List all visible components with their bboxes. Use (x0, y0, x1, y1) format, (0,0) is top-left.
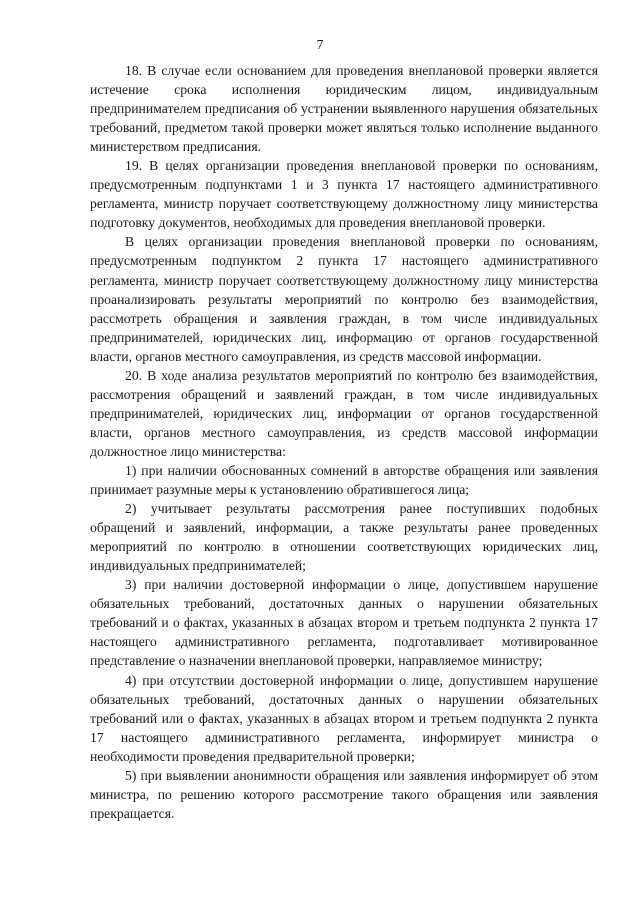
paragraph-19-second: В целях организации проведения внеплановой проверки по основаниям, предусмотренным подпунктом 2 пункта 17 настоящего административного регламента, министр поручает соответствующему должностному лицу министерства проанализировать результаты мероприятий по контролю без взаимодействия, рассмотреть обращения и заявления граждан, в том числе индивидуальных предпринимателей, юридических лиц, информацию от органов государственной власти, органов местного самоуправления, из средств массовой информации. (90, 234, 598, 364)
list-item-1: 1) при наличии обоснованных сомнений в авторстве обращения или заявления принимает разумные меры к установлению обратившегося лица; (90, 462, 598, 498)
list-item-2: 2) учитывает результаты рассмотрения ранее поступивших подобных обращений и заявлений, информации, а также результаты ранее проведенных мероприятий по контролю в отношении соответствующих юридических лиц, индивидуальных предпринимателей; (90, 501, 598, 574)
list-item-4: 4) при отсутствии достоверной информации о лице, допустившем нарушение обязательных требований, достаточных данных о нарушении обязательных требований или о фактах, указанных в абзацах втором и третьем подпункта 2 пункта 17 настоящего административного регламента, информирует министра о необходимости проведения предварительной проверки; (90, 672, 598, 764)
document-body (90, 61, 598, 823)
list-item-5: 5) при выявлении анонимности обращения или заявления информирует об этом министра, по решению которого рассмотрение такого обращения или заявления прекращается. (90, 767, 598, 821)
page-number: 7 (316, 38, 324, 53)
paragraph-19: 19. В целях организации проведения внеплановой проверки по основаниям, предусмотренным подпунктами 1 и 3 пункта 17 настоящего административного регламента, министр поручает соответствующему должностному лицу министерства подготовку документов, необходимых для проведения внеплановой проверки. (90, 158, 598, 231)
list-item-3: 3) при наличии достоверной информации о лице, допустившем нарушение обязательных требований, достаточных данных о нарушении обязательных требований и о фактах, указанных в абзацах втором и третьем подпункта 2 пункта 17 настоящего административного регламента, подготавливает мотивированное представление о назначении внеплановой проверки, направляемое министру; (90, 577, 598, 669)
paragraph-20: 20. В ходе анализа результатов мероприятий по контролю без взаимодействия, рассмотрения обращений и заявлений граждан, в том числе индивидуальных предпринимателей, юридических лиц, информации от органов государственной власти, органов местного самоуправления, из средств массовой информации должностное лицо министерства: (90, 367, 598, 459)
paragraph-18: 18. В случае если основанием для проведения внеплановой проверки является истечение срока исполнения юридическим лицом, индивидуальным предпринимателем предписания об устранении выявленного нарушения обязательных требований, предметом такой проверки может являться только исполнение выданного министерством предписания. (90, 63, 598, 155)
